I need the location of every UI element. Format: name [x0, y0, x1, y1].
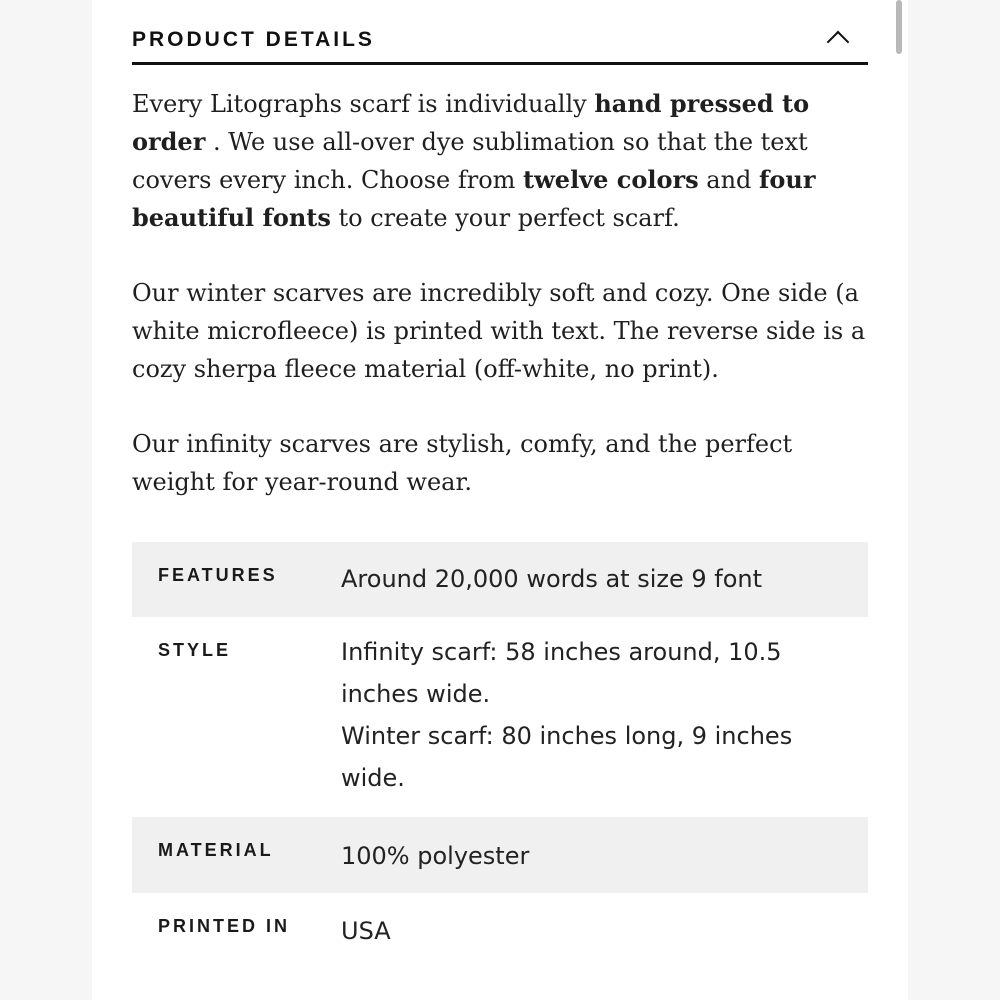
spec-label: FEATURES	[158, 565, 278, 585]
spec-label: PRINTED IN	[158, 916, 291, 936]
description-text: Every Litographs scarf is individually	[132, 90, 595, 118]
description-emphasis: hand pressed to order	[132, 89, 810, 156]
spec-value: USA	[341, 917, 391, 945]
spec-row-style	[132, 617, 868, 817]
spec-row-printed-in	[132, 893, 868, 969]
spec-value-line: Winter scarf: 80 inches long, 9 inches wide.	[341, 722, 793, 792]
description-emphasis: four beautiful fonts	[132, 165, 816, 232]
description-text: . We use all-over dye sublimation so that the text covers every inch. Choose from	[132, 128, 808, 194]
spec-row-features	[132, 542, 868, 617]
scrollbar[interactable]	[896, 0, 902, 54]
product-details-panel	[92, 0, 908, 1000]
spec-row-material	[132, 817, 868, 893]
spec-value-line: Infinity scarf: 58 inches around, 10.5 inches wide.	[341, 638, 782, 708]
spec-value: 100% polyester	[341, 842, 530, 870]
chevron-up-icon[interactable]	[827, 31, 850, 54]
spec-value: Around 20,000 words at size 9 font	[341, 565, 763, 593]
description-paragraph-3: Our infinity scarves are stylish, comfy, and the perfect weight for year-round wear.	[132, 430, 793, 496]
description-paragraph-2: Our winter scarves are incredibly soft and cozy. One side (a white microfleece) is printed with text. The reverse side is a cozy sherpa fleece material (off-white, no print).	[132, 279, 866, 383]
product-description	[132, 85, 872, 538]
spec-label: MATERIAL	[158, 840, 274, 860]
description-text: to create your perfect scarf.	[330, 204, 680, 232]
accordion-title: PRODUCT DETAILS	[132, 28, 375, 51]
spec-label: STYLE	[158, 640, 232, 660]
spec-value	[341, 617, 868, 817]
description-paragraph-1	[132, 85, 872, 237]
specs-table	[132, 542, 868, 969]
description-emphasis: twelve colors	[523, 165, 699, 194]
description-text: and	[698, 166, 760, 194]
product-details-accordion-toggle[interactable]	[132, 26, 868, 65]
